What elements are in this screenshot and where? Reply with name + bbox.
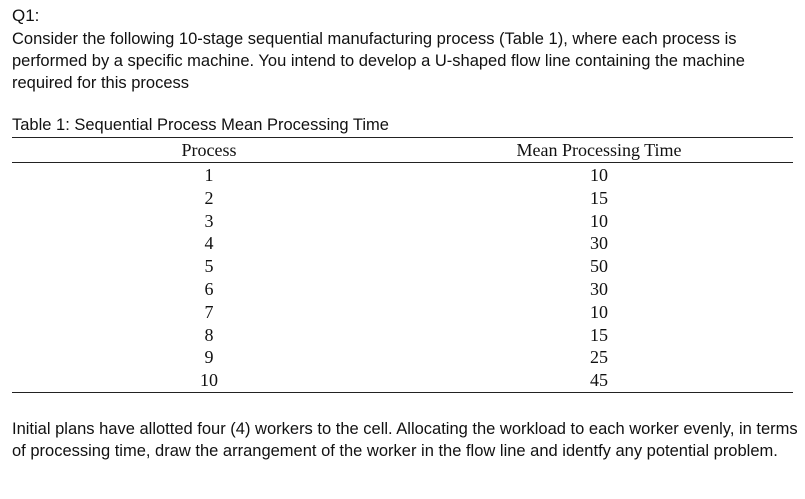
table-row <box>0 210 805 233</box>
time-cell: 10 <box>590 210 608 231</box>
column-header-process: Process <box>181 140 237 160</box>
time-cell: 50 <box>590 256 608 277</box>
table-bottom-rule <box>12 392 793 393</box>
table-row <box>0 278 805 301</box>
time-cell: 10 <box>590 301 608 322</box>
question-closing-paragraph: Initial plans have allotted four (4) workers to the cell. Allocating the workload to each worker evenly, in terms of processing time, draw the arrangement of the worker in the flow line and identfy any potential problem. <box>12 420 798 460</box>
time-cell: 30 <box>590 233 608 254</box>
question-label: Q1: <box>12 6 40 25</box>
process-cell: 5 <box>204 256 214 277</box>
table-row <box>0 301 805 324</box>
column-header-mean-processing-time: Mean Processing Time <box>516 140 682 160</box>
process-cell: 3 <box>204 210 214 231</box>
process-cell: 4 <box>204 233 214 254</box>
process-cell: 10 <box>200 370 218 391</box>
table-row <box>0 255 805 278</box>
process-cell: 6 <box>204 278 214 299</box>
time-cell: 30 <box>590 278 608 299</box>
process-cell: 9 <box>204 347 214 368</box>
table-row <box>0 164 805 187</box>
table-row <box>0 187 805 210</box>
time-cell: 15 <box>590 324 608 345</box>
time-cell: 15 <box>590 187 608 208</box>
process-cell: 7 <box>204 301 214 322</box>
time-cell: 45 <box>590 370 608 391</box>
table-body <box>0 164 805 392</box>
process-cell: 2 <box>204 187 214 208</box>
process-cell: 8 <box>204 324 214 345</box>
table-header-rule <box>12 162 793 163</box>
table-top-rule <box>12 137 793 138</box>
table-row <box>0 232 805 255</box>
time-cell: 10 <box>590 165 608 185</box>
question-intro-paragraph: Consider the following 10-stage sequential manufacturing process (Table 1), where each process is performed by a specific machine. You intend to develop a U-shaped flow line containing the machine required for this process <box>12 30 745 92</box>
table-row <box>0 324 805 347</box>
table-row <box>0 346 805 369</box>
table-caption: Table 1: Sequential Process Mean Processing Time <box>12 116 389 134</box>
process-cell: 1 <box>204 165 214 185</box>
table-row <box>0 369 805 392</box>
time-cell: 25 <box>590 347 608 368</box>
